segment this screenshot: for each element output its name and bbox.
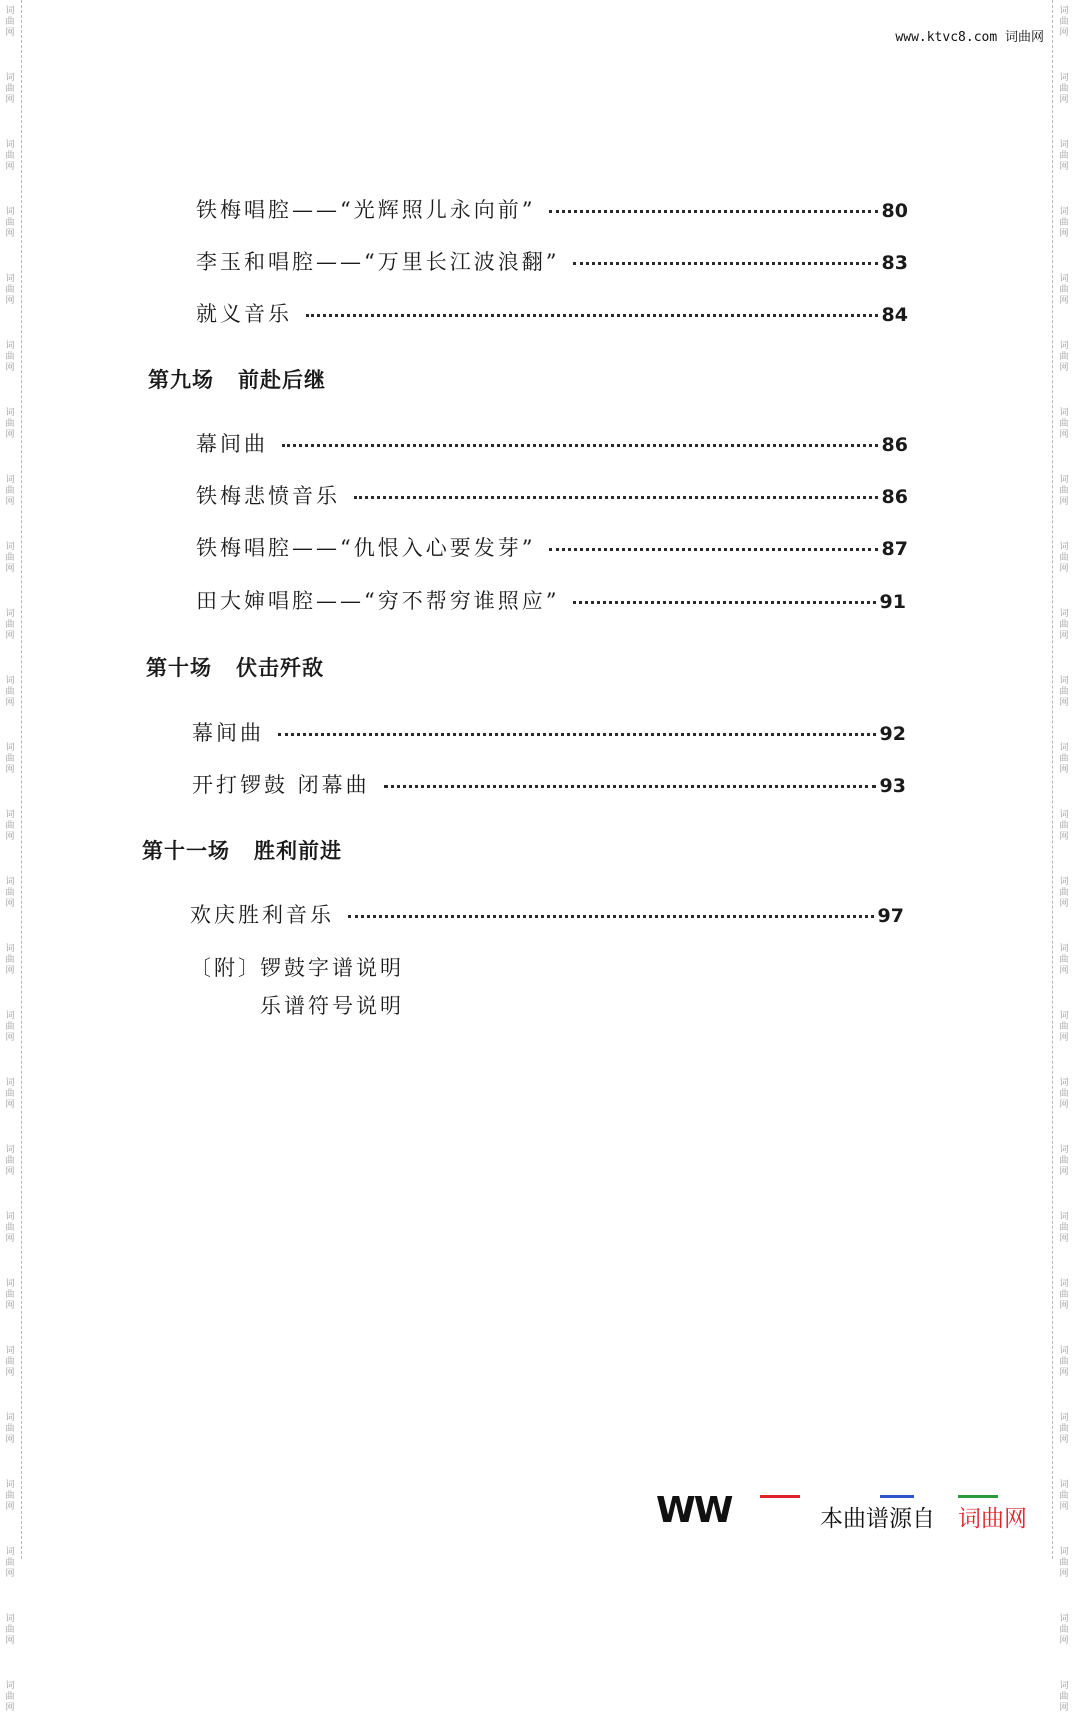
watermark-glyph: 网 xyxy=(5,1502,15,1512)
watermark-glyph: 词 xyxy=(1059,1346,1069,1356)
watermark-glyph: 网 xyxy=(5,1033,15,1043)
toc-entry-title: 铁梅悲愤音乐 xyxy=(196,484,340,508)
watermark-glyph: 网 xyxy=(1059,1703,1069,1713)
toc-entry-page: 93 xyxy=(879,775,906,797)
watermark-glyph: 网 xyxy=(1059,832,1069,842)
watermark-glyph: 词 xyxy=(5,1547,15,1557)
watermark-glyph-group xyxy=(1059,1279,1068,1312)
watermark-glyph-group xyxy=(5,877,14,910)
watermark-glyph: 曲 xyxy=(5,1491,15,1501)
toc-entry-title: 铁梅唱腔——“光辉照儿永向前” xyxy=(196,198,536,222)
watermark-glyph: 词 xyxy=(5,1480,15,1490)
watermark-glyph: 词 xyxy=(5,1212,15,1222)
dot-leader xyxy=(573,601,875,604)
appendix xyxy=(190,948,404,1024)
watermark-glyph: 词 xyxy=(1059,609,1069,619)
watermark-glyph: 网 xyxy=(5,28,15,38)
watermark-glyph: 词 xyxy=(5,207,15,217)
toc-entry-title: 欢庆胜利音乐 xyxy=(190,903,334,927)
dot-leader xyxy=(549,548,877,551)
watermark-glyph: 网 xyxy=(5,497,15,507)
watermark-glyph-group xyxy=(5,207,14,240)
watermark-glyph: 词 xyxy=(5,6,15,16)
toc-entry-title: 幕间曲 xyxy=(196,432,268,456)
toc-entry[interactable] xyxy=(196,246,908,276)
watermark-glyph-group xyxy=(1059,743,1068,776)
watermark-glyph: 曲 xyxy=(5,687,15,697)
watermark-glyph: 词 xyxy=(5,676,15,686)
dot-leader xyxy=(384,785,876,788)
watermark-glyph: 词 xyxy=(5,274,15,284)
dot-leader xyxy=(282,444,878,447)
watermark-glyph: 曲 xyxy=(1059,1223,1069,1233)
watermark-glyph: 网 xyxy=(1059,1167,1069,1177)
watermark-glyph: 曲 xyxy=(5,419,15,429)
toc-entry-title: 就义音乐 xyxy=(196,302,292,326)
watermark-glyph: 网 xyxy=(1059,296,1069,306)
toc-entry-page: 86 xyxy=(881,434,908,456)
watermark-glyph: 词 xyxy=(1059,73,1069,83)
watermark-glyph: 网 xyxy=(1059,631,1069,641)
watermark-glyph: 词 xyxy=(5,743,15,753)
watermark-glyph: 词 xyxy=(5,609,15,619)
watermark-glyph: 词 xyxy=(5,810,15,820)
watermark-glyph: 曲 xyxy=(1059,1022,1069,1032)
watermark-glyph: 曲 xyxy=(5,754,15,764)
watermark-glyph: 曲 xyxy=(5,84,15,94)
watermark-glyph: 曲 xyxy=(1059,17,1069,27)
watermark-glyph: 网 xyxy=(1059,1100,1069,1110)
watermark-glyph: 网 xyxy=(1059,1234,1069,1244)
watermark-glyph-group xyxy=(5,1614,14,1647)
watermark-glyph: 网 xyxy=(5,1703,15,1713)
watermark-glyph-group xyxy=(1059,140,1068,173)
toc-entry[interactable] xyxy=(196,585,906,615)
watermark-glyph-group xyxy=(1059,207,1068,240)
watermark-glyph-group xyxy=(1059,1011,1068,1044)
watermark-glyph: 词 xyxy=(1059,1145,1069,1155)
dot-leader xyxy=(573,262,877,265)
watermark-glyph-group xyxy=(1059,1346,1068,1379)
watermark-glyph: 网 xyxy=(1059,1636,1069,1646)
toc-entry-page: 84 xyxy=(881,304,908,326)
watermark-glyph-group xyxy=(1059,73,1068,106)
watermark-glyph: 曲 xyxy=(5,553,15,563)
watermark-glyph: 词 xyxy=(1059,1078,1069,1088)
watermark-glyph-group xyxy=(1059,1413,1068,1446)
watermark-glyph-group xyxy=(1059,341,1068,374)
watermark-glyph: 曲 xyxy=(1059,620,1069,630)
watermark-glyph: 词 xyxy=(1059,542,1069,552)
watermark-glyph: 网 xyxy=(1059,1301,1069,1311)
toc-entry[interactable] xyxy=(190,899,904,929)
toc-entry[interactable] xyxy=(196,532,908,562)
watermark-glyph: 网 xyxy=(5,1167,15,1177)
watermark-glyph: 词 xyxy=(1059,207,1069,217)
watermark-glyph: 网 xyxy=(5,95,15,105)
watermark-glyph-group xyxy=(5,140,14,173)
watermark-glyph: 曲 xyxy=(1059,821,1069,831)
watermark-glyph: 曲 xyxy=(1059,1625,1069,1635)
toc-entry-title: 田大婶唱腔——“穷不帮穷谁照应” xyxy=(196,589,560,613)
watermark-glyph: 网 xyxy=(1059,363,1069,373)
watermark-glyph: 词 xyxy=(1059,6,1069,16)
watermark-glyph: 曲 xyxy=(5,1290,15,1300)
watermark-glyph: 词 xyxy=(5,1078,15,1088)
watermark-glyph: 词 xyxy=(1059,1279,1069,1289)
watermark-glyph: 曲 xyxy=(5,955,15,965)
watermark-glyph: 词 xyxy=(1059,1413,1069,1423)
watermark-glyph-group xyxy=(5,1413,14,1446)
watermark-glyph: 词 xyxy=(1059,1547,1069,1557)
watermark-glyph: 曲 xyxy=(5,285,15,295)
footer-color-bar xyxy=(760,1495,800,1498)
dot-leader xyxy=(348,915,874,918)
watermark-glyph: 曲 xyxy=(5,888,15,898)
footer-source-text: 本曲谱源自 xyxy=(820,1506,935,1532)
watermark-glyph: 曲 xyxy=(5,821,15,831)
watermark-glyph-group xyxy=(1059,1614,1068,1647)
scene-name: 胜利前进 xyxy=(254,839,342,863)
watermark-glyph-group xyxy=(5,1681,14,1714)
dot-leader xyxy=(549,210,877,213)
watermark-glyph: 网 xyxy=(5,1636,15,1646)
watermark-glyph: 词 xyxy=(5,1413,15,1423)
watermark-glyph: 曲 xyxy=(5,1558,15,1568)
scene-name: 伏击歼敌 xyxy=(236,656,324,680)
watermark-glyph: 网 xyxy=(1059,765,1069,775)
watermark-glyph-group xyxy=(1059,609,1068,642)
toc-entry-title: 铁梅唱腔——“仇恨入心要发芽” xyxy=(196,536,536,560)
toc-entry-page: 87 xyxy=(881,538,908,560)
watermark-glyph-group xyxy=(5,6,14,39)
toc-entry-title: 幕间曲 xyxy=(192,721,264,745)
toc-entry[interactable] xyxy=(192,717,906,747)
watermark-glyph: 词 xyxy=(5,1346,15,1356)
watermark-glyph-group xyxy=(5,1279,14,1312)
watermark-glyph: 词 xyxy=(1059,140,1069,150)
watermark-glyph: 曲 xyxy=(1059,1558,1069,1568)
watermark-glyph: 网 xyxy=(1059,966,1069,976)
watermark-glyph: 曲 xyxy=(1059,84,1069,94)
watermark-glyph: 词 xyxy=(1059,1212,1069,1222)
watermark-glyph: 网 xyxy=(1059,497,1069,507)
watermark-glyph: 曲 xyxy=(5,1424,15,1434)
watermark-glyph: 曲 xyxy=(1059,1491,1069,1501)
footer-ww-logo: WW xyxy=(656,1490,732,1531)
watermark-glyph: 词 xyxy=(1059,274,1069,284)
watermark-glyph: 曲 xyxy=(5,218,15,228)
watermark-glyph-group xyxy=(5,1480,14,1513)
scene-heading-9 xyxy=(148,364,326,394)
watermark-glyph: 网 xyxy=(1059,229,1069,239)
watermark-glyph: 网 xyxy=(5,966,15,976)
site-url[interactable]: www.ktvc8.com 词曲网 xyxy=(895,30,1044,45)
watermark-glyph: 曲 xyxy=(1059,754,1069,764)
watermark-glyph: 词 xyxy=(5,140,15,150)
watermark-glyph-group xyxy=(1059,274,1068,307)
watermark-glyph: 网 xyxy=(1059,95,1069,105)
watermark-glyph-group xyxy=(5,73,14,106)
watermark-glyph-group xyxy=(1059,1145,1068,1178)
watermark-glyph: 曲 xyxy=(1059,218,1069,228)
watermark-glyph: 网 xyxy=(5,765,15,775)
toc-entry-page: 86 xyxy=(881,486,908,508)
toc-entry[interactable] xyxy=(192,769,906,799)
watermark-glyph: 曲 xyxy=(1059,1357,1069,1367)
watermark-glyph: 曲 xyxy=(5,151,15,161)
watermark-glyph: 词 xyxy=(5,408,15,418)
appendix-label: 〔附〕 xyxy=(190,956,262,980)
watermark-glyph: 网 xyxy=(5,296,15,306)
watermark-glyph: 词 xyxy=(5,341,15,351)
watermark-glyph: 词 xyxy=(5,73,15,83)
watermark-glyph: 网 xyxy=(1059,899,1069,909)
watermark-glyph: 曲 xyxy=(1059,955,1069,965)
right-watermark-strip xyxy=(1056,0,1072,1713)
watermark-glyph-group xyxy=(1059,877,1068,910)
appendix-item[interactable]: 锣鼓字谱说明 xyxy=(260,956,404,980)
watermark-glyph: 网 xyxy=(5,832,15,842)
watermark-glyph: 曲 xyxy=(1059,151,1069,161)
watermark-glyph: 词 xyxy=(5,877,15,887)
watermark-glyph: 曲 xyxy=(5,352,15,362)
watermark-glyph: 网 xyxy=(1059,28,1069,38)
scene-name: 前赴后继 xyxy=(238,368,326,392)
watermark-glyph: 曲 xyxy=(1059,285,1069,295)
watermark-glyph: 网 xyxy=(5,430,15,440)
watermark-glyph: 词 xyxy=(1059,408,1069,418)
watermark-glyph: 网 xyxy=(5,1100,15,1110)
watermark-glyph-group xyxy=(5,1145,14,1178)
watermark-glyph: 词 xyxy=(1059,1011,1069,1021)
watermark-glyph-group xyxy=(5,274,14,307)
watermark-glyph: 词 xyxy=(5,1614,15,1624)
watermark-glyph: 曲 xyxy=(1059,553,1069,563)
watermark-glyph: 曲 xyxy=(1059,1156,1069,1166)
watermark-glyph-group xyxy=(5,676,14,709)
watermark-glyph: 词 xyxy=(5,1279,15,1289)
watermark-glyph: 曲 xyxy=(5,1692,15,1702)
watermark-glyph: 网 xyxy=(5,229,15,239)
watermark-glyph: 词 xyxy=(1059,1480,1069,1490)
toc-entry[interactable] xyxy=(196,194,908,224)
watermark-glyph: 词 xyxy=(1059,944,1069,954)
toc-entry[interactable] xyxy=(196,428,908,458)
watermark-glyph: 网 xyxy=(1059,564,1069,574)
toc-entry-title: 李玉和唱腔——“万里长江波浪翻” xyxy=(196,250,560,274)
toc-entry-page: 80 xyxy=(881,200,908,222)
watermark-glyph: 曲 xyxy=(1059,687,1069,697)
watermark-glyph: 词 xyxy=(1059,1614,1069,1624)
dot-leader xyxy=(354,496,878,499)
watermark-glyph: 曲 xyxy=(5,17,15,27)
watermark-glyph: 网 xyxy=(5,564,15,574)
watermark-glyph: 网 xyxy=(5,162,15,172)
watermark-glyph-group xyxy=(1059,408,1068,441)
watermark-glyph: 网 xyxy=(5,1435,15,1445)
footer-color-bar xyxy=(880,1495,914,1498)
watermark-glyph: 词 xyxy=(5,1681,15,1691)
watermark-glyph: 词 xyxy=(1059,475,1069,485)
watermark-glyph-group xyxy=(5,1346,14,1379)
toc-entry-page: 83 xyxy=(881,252,908,274)
watermark-glyph-group xyxy=(1059,542,1068,575)
watermark-glyph: 网 xyxy=(5,363,15,373)
watermark-glyph: 网 xyxy=(1059,1569,1069,1579)
watermark-glyph: 网 xyxy=(5,631,15,641)
watermark-glyph-group xyxy=(1059,1681,1068,1714)
appendix-item[interactable]: 乐谱符号说明 xyxy=(260,994,404,1018)
watermark-glyph: 曲 xyxy=(1059,1290,1069,1300)
watermark-glyph: 词 xyxy=(5,475,15,485)
scene-number: 第九场 xyxy=(148,368,214,392)
watermark-glyph: 网 xyxy=(1059,1435,1069,1445)
scene-heading-11 xyxy=(142,835,342,865)
watermark-glyph-group xyxy=(1059,676,1068,709)
toc-entry-page: 91 xyxy=(879,591,906,613)
footer-brand-link[interactable]: 词曲网 xyxy=(958,1506,1027,1532)
scene-heading-10 xyxy=(146,652,324,682)
watermark-glyph-group xyxy=(5,542,14,575)
watermark-glyph: 曲 xyxy=(5,1156,15,1166)
watermark-glyph: 网 xyxy=(5,1301,15,1311)
watermark-glyph: 曲 xyxy=(1059,1692,1069,1702)
watermark-glyph: 曲 xyxy=(5,1223,15,1233)
watermark-glyph: 网 xyxy=(1059,1033,1069,1043)
scene-number: 第十一场 xyxy=(142,839,230,863)
watermark-glyph-group xyxy=(5,341,14,374)
watermark-glyph: 词 xyxy=(5,1145,15,1155)
watermark-glyph: 网 xyxy=(5,1234,15,1244)
watermark-glyph: 网 xyxy=(5,698,15,708)
watermark-glyph: 曲 xyxy=(5,620,15,630)
toc-entry[interactable] xyxy=(196,298,908,328)
watermark-glyph-group xyxy=(5,810,14,843)
watermark-glyph-group xyxy=(1059,6,1068,39)
watermark-glyph: 网 xyxy=(5,1368,15,1378)
watermark-glyph: 词 xyxy=(1059,877,1069,887)
watermark-glyph: 曲 xyxy=(5,1357,15,1367)
watermark-glyph: 网 xyxy=(1059,430,1069,440)
watermark-glyph: 曲 xyxy=(1059,352,1069,362)
watermark-glyph-group xyxy=(5,1212,14,1245)
watermark-glyph: 词 xyxy=(1059,676,1069,686)
toc-entry-page: 97 xyxy=(877,905,904,927)
watermark-glyph-group xyxy=(1059,1480,1068,1513)
scene-number: 第十场 xyxy=(146,656,212,680)
watermark-glyph: 词 xyxy=(5,542,15,552)
watermark-glyph-group xyxy=(5,1011,14,1044)
toc-entry-page: 92 xyxy=(879,723,906,745)
watermark-glyph-group xyxy=(1059,944,1068,977)
dot-leader xyxy=(306,314,878,317)
watermark-glyph: 曲 xyxy=(1059,419,1069,429)
watermark-glyph-group xyxy=(5,609,14,642)
watermark-glyph: 曲 xyxy=(5,1625,15,1635)
watermark-glyph-group xyxy=(1059,475,1068,508)
watermark-glyph: 词 xyxy=(5,944,15,954)
watermark-glyph: 曲 xyxy=(5,486,15,496)
watermark-glyph: 网 xyxy=(5,899,15,909)
watermark-glyph-group xyxy=(5,1078,14,1111)
watermark-glyph: 网 xyxy=(1059,1368,1069,1378)
watermark-glyph: 词 xyxy=(1059,341,1069,351)
watermark-glyph-group xyxy=(1059,1547,1068,1580)
watermark-glyph: 网 xyxy=(1059,1502,1069,1512)
watermark-glyph: 网 xyxy=(5,1569,15,1579)
watermark-glyph: 曲 xyxy=(1059,1089,1069,1099)
watermark-glyph-group xyxy=(1059,1078,1068,1111)
watermark-glyph-group xyxy=(5,944,14,977)
watermark-glyph-group xyxy=(5,475,14,508)
right-dashed-border xyxy=(1052,0,1053,1559)
toc-entry-title: 开打锣鼓 闭幕曲 xyxy=(192,773,370,797)
watermark-glyph: 曲 xyxy=(5,1089,15,1099)
watermark-glyph: 词 xyxy=(1059,1681,1069,1691)
left-watermark-strip xyxy=(2,0,18,1713)
footer-color-bar xyxy=(958,1495,998,1498)
watermark-glyph: 词 xyxy=(1059,743,1069,753)
left-dashed-border xyxy=(21,0,22,1559)
watermark-glyph: 曲 xyxy=(1059,486,1069,496)
dot-leader xyxy=(278,733,876,736)
watermark-glyph-group xyxy=(1059,810,1068,843)
watermark-glyph: 词 xyxy=(5,1011,15,1021)
watermark-glyph-group xyxy=(5,1547,14,1580)
watermark-glyph-group xyxy=(5,408,14,441)
watermark-glyph: 曲 xyxy=(1059,1424,1069,1434)
watermark-glyph: 曲 xyxy=(5,1022,15,1032)
watermark-glyph: 网 xyxy=(1059,698,1069,708)
watermark-glyph-group xyxy=(5,743,14,776)
watermark-glyph-group xyxy=(1059,1212,1068,1245)
toc-entry[interactable] xyxy=(196,480,908,510)
watermark-glyph: 词 xyxy=(1059,810,1069,820)
watermark-glyph: 曲 xyxy=(1059,888,1069,898)
watermark-glyph: 网 xyxy=(1059,162,1069,172)
